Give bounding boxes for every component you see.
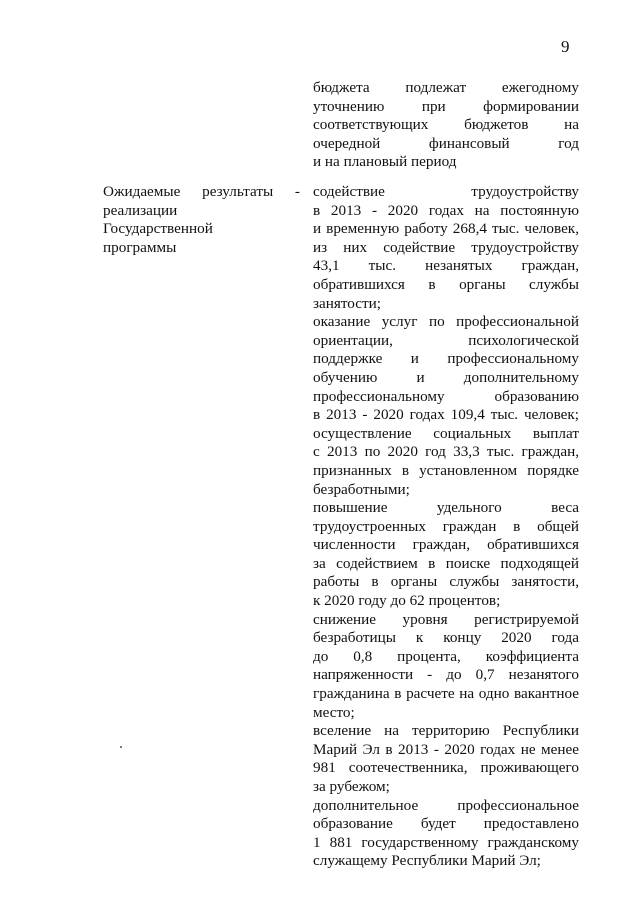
text-line: профессиональному образованию	[313, 387, 579, 405]
text-line: уточнению при формировании	[313, 97, 579, 115]
label-line: Ожидаемые результаты -	[103, 183, 300, 200]
text-line: поддержке и профессиональному	[313, 350, 579, 368]
text-line: в 2013 - 2020 годах 109,4 тыс. человек;	[313, 406, 579, 424]
text-line: безработицы к концу 2020 года	[313, 629, 579, 647]
text-line: с 2013 по 2020 год 33,3 тыс. граждан,	[313, 443, 579, 461]
text-line: трудоустроенных граждан в общей	[313, 517, 579, 535]
text-line: безработными;	[313, 480, 410, 498]
text-line: до 0,8 процента, коэффициента	[313, 647, 579, 665]
text-line: признанных в установленном порядке	[313, 461, 579, 479]
text-line: Марий Эл в 2013 - 2020 годах не менее	[313, 740, 579, 758]
text-line: образование будет предоставлено	[313, 815, 579, 833]
text-line: повышение удельного веса	[313, 499, 579, 517]
text-line: вселение на территорию Республики	[313, 722, 579, 740]
text-line: занятости;	[313, 294, 381, 312]
text-line: и временную работу 268,4 тыс. человек,	[313, 220, 579, 238]
text-line: дополнительное профессиональное	[313, 796, 579, 814]
text-line: к 2020 году до 62 процентов;	[313, 592, 501, 610]
label-line: реализации	[103, 201, 178, 219]
text-line: обратившихся в органы службы	[313, 275, 579, 293]
text-line: очередной финансовый год	[313, 134, 579, 152]
text-line: содействие трудоустройству	[313, 183, 579, 200]
row-label	[103, 183, 300, 257]
text-line: работы в органы службы занятости,	[313, 573, 579, 591]
text-line: 981 соотечественника, проживающего	[313, 759, 579, 777]
text-line: обучению и дополнительному	[313, 368, 579, 386]
text-line: место;	[313, 703, 355, 721]
label-line: Государственной	[103, 220, 213, 238]
text-line: оказание услуг по профессиональной	[313, 313, 579, 331]
text-line: гражданина в расчете на одно вакантное	[313, 685, 579, 703]
label-line: программы	[103, 238, 177, 256]
text-line: служащему Республики Марий Эл;	[313, 852, 541, 870]
text-line: и на плановый период	[313, 153, 457, 171]
text-line: за рубежом;	[313, 778, 390, 795]
text-line: осуществление социальных выплат	[313, 424, 579, 442]
text-line: численности граждан, обратившихся	[313, 536, 579, 554]
page-number: 9	[561, 37, 570, 56]
text-line: напряженности - до 0,7 незанятого	[313, 666, 579, 684]
text-line: соответствующих бюджетов на	[313, 116, 579, 134]
text-line: снижение уровня регистрируемой	[313, 610, 579, 628]
text-line: за содействием в поиске подходящей	[313, 554, 579, 572]
text-line: 1 881 государственному гражданскому	[313, 833, 579, 851]
text-line: ориентации, психологической	[313, 331, 579, 349]
text-line: в 2013 - 2020 годах на постоянную	[313, 201, 579, 219]
text-line: бюджета подлежат ежегодному	[313, 79, 579, 96]
text-line: 43,1 тыс. незанятых граждан,	[313, 257, 579, 275]
text-line: из них содействие трудоустройству	[313, 238, 579, 256]
expected-results-text	[313, 183, 579, 871]
continuation-text	[313, 79, 579, 172]
scan-speck	[120, 746, 122, 748]
